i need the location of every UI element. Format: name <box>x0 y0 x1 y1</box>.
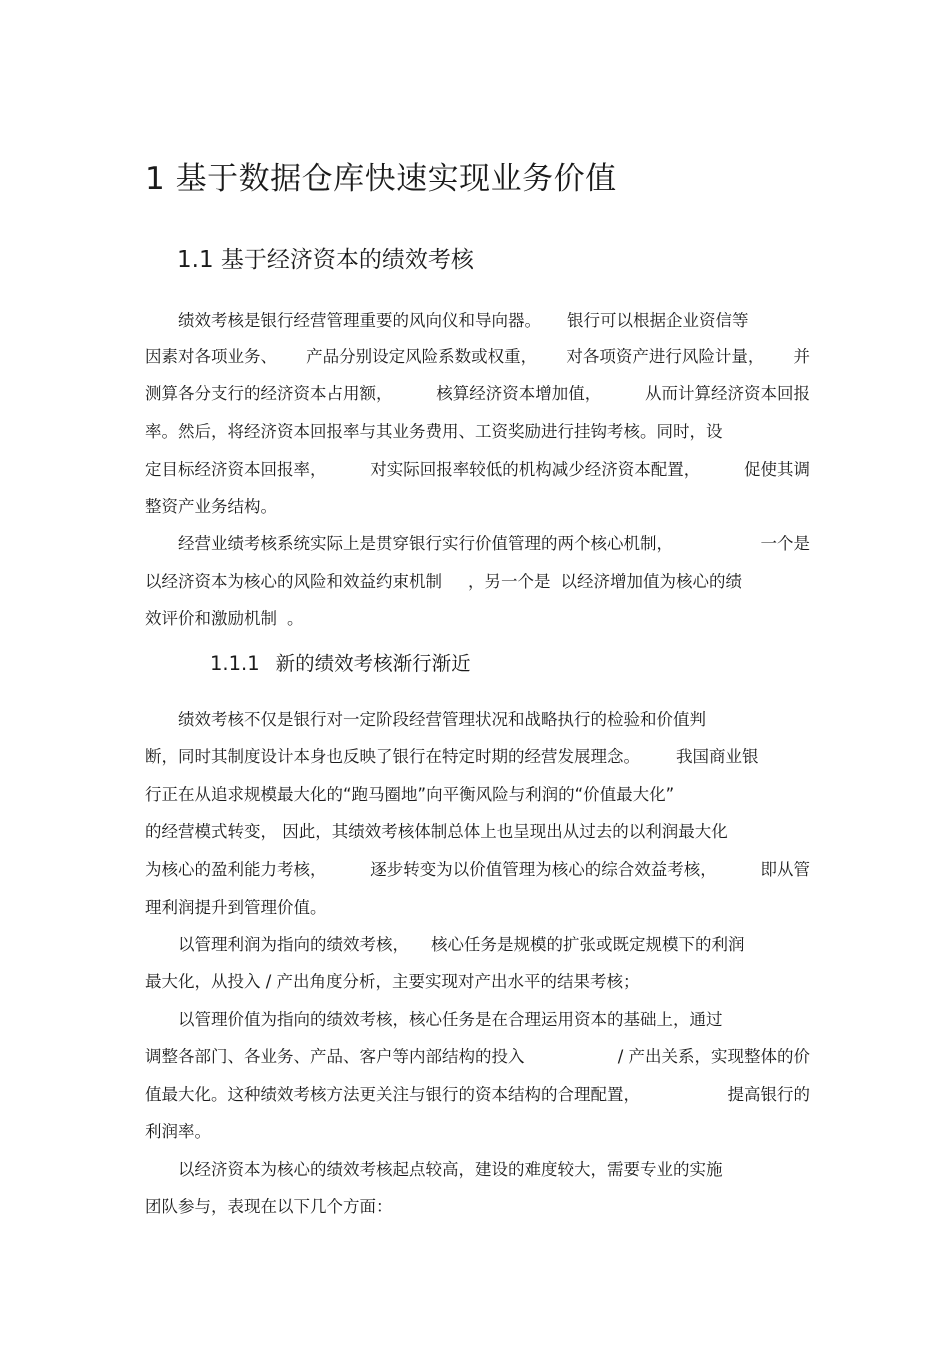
paragraph-line: 以经济资本为核心的绩效考核起点较高，建设的难度较大，需要专业的实施 <box>178 1160 723 1179</box>
paragraph-line: 的经营模式转变， 因此，其绩效考核体制总体上也呈现出从过去的以利润最大化 <box>145 822 728 841</box>
subsection-number: 1.1.1 <box>210 652 260 675</box>
section-heading: 1.1 基于经济资本的绩效考核 <box>177 247 474 273</box>
paragraph-line: 率。然后，将经济资本回报率与其业务费用、工资奖励进行挂钩考核。同时，设 <box>145 422 723 441</box>
paragraph-line: 以管理价值为指向的绩效考核，核心任务是在合理运用资本的基础上，通过 <box>178 1010 723 1029</box>
paragraph-line: 断，同时其制度设计本身也反映了银行在特定时期的经营发展理念。 我国商业银 <box>145 747 759 766</box>
subsection-title: 新的绩效考核渐行渐近 <box>275 652 471 675</box>
paragraph-line: 为核心的盈利能力考核， 逐步转变为以价值管理为核心的综合效益考核， 即从管 <box>145 860 810 879</box>
paragraph-line: 经营业绩考核系统实际上是贯穿银行实行价值管理的两个核心机制， 一个是 <box>178 534 810 553</box>
paragraph-line: 调整各部门、各业务、产品、客户等内部结构的投入 / 产出关系，实现整体的价 <box>145 1047 810 1066</box>
paragraph-line: 最大化，从投入 / 产出角度分析，主要实现对产出水平的结果考核； <box>145 972 640 991</box>
paragraph-line: 整资产业务结构。 <box>145 497 277 516</box>
paragraph-line: 理利润提升到管理价值。 <box>145 898 327 917</box>
paragraph-line: 绩效考核是银行经营管理重要的风向仪和导向器。 银行可以根据企业资信等 <box>178 311 749 330</box>
paragraph-line: 利润率。 <box>145 1122 211 1141</box>
paragraph-line: 团队参与，表现在以下几个方面： <box>145 1197 393 1216</box>
subsection-heading <box>210 648 471 680</box>
paragraph-line: 以经济资本为核心的风险和效益约束机制 ，另一个是 以经济增加值为核心的绩 <box>145 572 742 591</box>
paragraph-line: 因素对各项业务、 产品分别设定风险系数或权重， 对各项资产进行风险计量， 并 <box>145 347 810 366</box>
paragraph-line: 值最大化。这种绩效考核方法更关注与银行的资本结构的合理配置， 提高银行的 <box>145 1085 810 1104</box>
paragraph-line: 测算各分支行的经济资本占用额， 核算经济资本增加值， 从而计算经济资本回报 <box>145 384 810 403</box>
paragraph-line: 定目标经济资本回报率， 对实际回报率较低的机构减少经济资本配置， 促使其调 <box>145 460 810 479</box>
paragraph-line: 以管理利润为指向的绩效考核， 核心任务是规模的扩张或既定规模下的利润 <box>178 935 745 954</box>
chapter-heading: 1 基于数据仓库快速实现业务价值 <box>145 161 617 197</box>
paragraph-line: 效评价和激励机制 。 <box>145 609 304 628</box>
paragraph-line: 绩效考核不仅是银行对一定阶段经营管理状况和战略执行的检验和价值判 <box>178 710 706 729</box>
paragraph-line: 行正在从追求规模最大化的“跑马圈地”向平衡风险与利润的“价值最大化” <box>145 785 675 804</box>
